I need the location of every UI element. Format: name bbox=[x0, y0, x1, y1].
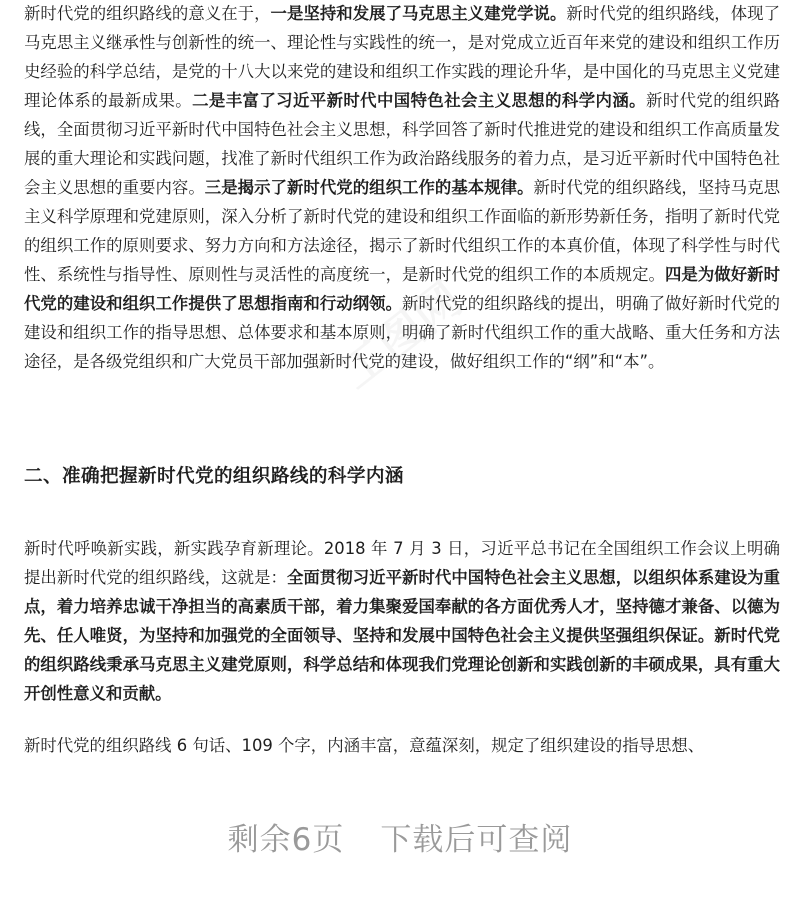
p1-run: 新时代党的组织路线的意义在于， bbox=[24, 4, 271, 23]
p1-run: 新时代党的组织路线的提出，明确了做好新时代党的建设和组织工作的指导思想、总体要求和基本原则，明确了新时代组织工作的重大战略、重大任务和方法途径，是各级党组织和广大党员干部加强新时代党的建设，做好组织工作的“纲”和“本”。 bbox=[24, 294, 781, 371]
paragraph-connotation bbox=[24, 534, 780, 708]
p1-bold-run: 三是揭示了新时代党的组织工作的基本规律。 bbox=[204, 178, 534, 197]
paragraph-summary: 新时代党的组织路线 6 句话、109 个字，内涵丰富，意蕴深刻，规定了组织建设的指导思想、 bbox=[24, 736, 705, 755]
p2-bold-run: 全面贯彻习近平新时代中国特色社会主义思想，以组织体系建设为重点，着力培养忠诚干净担当的高素质干部，着力集聚爱国奉献的各方面优秀人才，坚持德才兼备、以德为先、任人唯贤，为坚持和加强党的全面领导、坚持和发展中国特色社会主义提供坚强组织保证。新时代党的组织路线秉承马克思主义建党原则，科学总结和体现我们党理论创新和实践创新的丰硕成果，具有重大开创性意义和贡献。 bbox=[24, 568, 781, 703]
paragraph-significance bbox=[24, 0, 780, 376]
download-to-view-label: 下载后可查阅 bbox=[380, 822, 573, 858]
remaining-pages-count: 剩余6页 bbox=[227, 822, 345, 858]
remaining-pages-banner[interactable] bbox=[0, 814, 800, 859]
p2-run: 新时代呼唤新实践，新实践孕育新理论。2018 年 7 月 3 日，习近平总书记在全国组织工作会议上明确提出新时代党的组织路线，这就是： bbox=[24, 539, 780, 587]
p1-bold-run: 二是丰富了习近平新时代中国特色社会主义思想的科学内涵。 bbox=[192, 91, 646, 110]
p1-run: 新时代党的组织路线，坚持马克思主义科学原理和党建原则，深入分析了新时代党的建设和组织工作面临的新形势新任务，指明了新时代党的组织工作的原则要求、努力方向和方法途径，揭示了新时代组织工作的本真价值，体现了科学性与时代性、系统性与指导性、原则性与灵活性的高度统一，是新时代党的组织工作的本质规定。 bbox=[24, 178, 781, 284]
p1-bold-run: 一是坚持和发展了马克思主义建党学说。 bbox=[270, 4, 567, 23]
p1-run: 新时代党的组织路线，全面贯彻习近平新时代中国特色社会主义思想，科学回答了新时代推进党的建设和组织工作高质量发展的重大理论和实践问题，找准了新时代组织工作为政治路线服务的着力点，是习近平新时代中国特色社会主义思想的重要内容。 bbox=[24, 91, 781, 197]
p1-bold-run: 四是为做好新时代党的建设和组织工作提供了思想指南和行动纲领。 bbox=[24, 265, 781, 313]
p1-run: 新时代党的组织路线，体现了马克思主义继承性与创新性的统一、理论性与实践性的统一，是对党成立近百年来党的建设和组织工作历史经验的科学总结，是党的十八大以来党的建设和组织工作实践的理论升华，是中国化的马克思主义党建理论体系的最新成果。 bbox=[24, 4, 781, 110]
section-heading: 二、准确把握新时代党的组织路线的科学内涵 bbox=[24, 466, 404, 487]
